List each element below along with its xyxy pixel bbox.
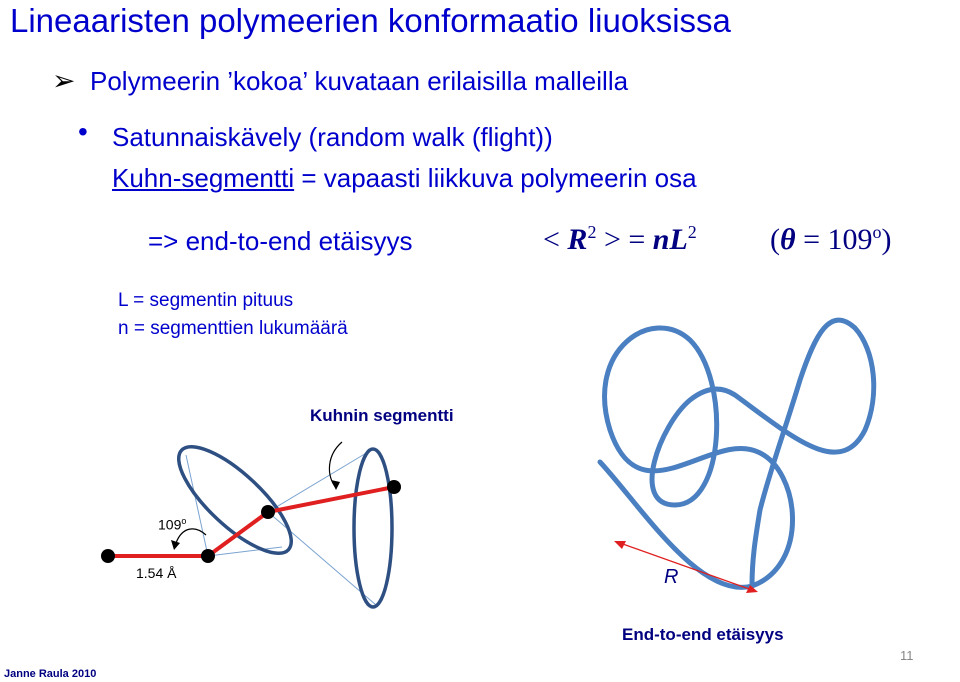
bond-angle-label: 109$^o$: [158, 516, 187, 533]
end-to-end-R-label: R: [664, 566, 679, 588]
end-to-end-arrow: [620, 543, 752, 590]
rotation-ellipse-2: [354, 449, 392, 607]
polymer-coil: [600, 320, 874, 587]
cone-lines: [186, 452, 376, 605]
bond-angle-formula: $(\theta = 109^o)$: [770, 222, 892, 256]
angle-arrow-head-icon: [171, 540, 180, 550]
bullet-random-walk: Satunnaiskävely (random walk (flight)): [112, 122, 553, 152]
rotation-ellipse-1: [164, 431, 306, 569]
slide-title: Lineaaristen polymeerien konformaatio liuoksissa: [10, 2, 731, 39]
end-to-end-line: => end-to-end etäisyys: [148, 226, 413, 256]
page-number: 11: [900, 648, 914, 663]
bullet-polymer-size: Polymeerin ’kokoa’ kuvataan erilaisilla malleilla: [90, 66, 629, 96]
footer-author: Janne Raula 2010: [4, 668, 97, 680]
definition-L: L = segmentin pituus: [118, 290, 294, 311]
dot-bullet-icon: •: [78, 116, 88, 147]
end-to-end-formula: < $R^2$ > = $nL^2$: [543, 222, 697, 256]
definition-n: n = segmenttien lukumäärä: [118, 318, 348, 339]
kuhn-def-text: = vapaasti liikkuva polymeerin osa: [294, 163, 697, 193]
kuhn-term: Kuhn-segmentti: [112, 163, 295, 193]
arrow-bullet-icon: ➢: [52, 65, 76, 96]
end-to-end-caption: End-to-end etäisyys: [622, 625, 784, 644]
kuhn-pointer-head-icon: [331, 480, 340, 490]
bond-length-label: 1.54 Å: [136, 565, 177, 581]
kuhn-segment-label: Kuhnin segmentti: [310, 406, 454, 425]
